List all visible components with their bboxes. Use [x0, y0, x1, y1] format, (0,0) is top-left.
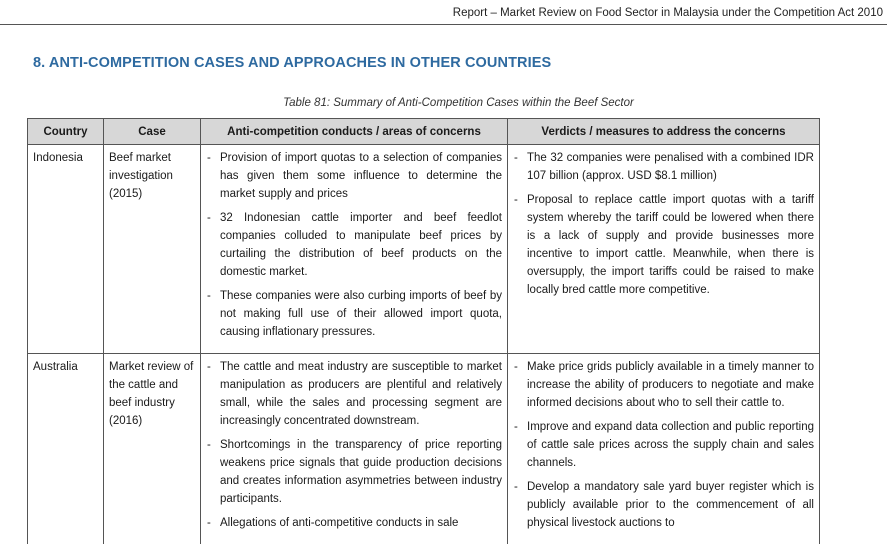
conducts-cell: [201, 145, 508, 354]
running-header: Report – Market Review on Food Sector in Malaysia under the Competition Act 2010: [452, 7, 883, 19]
verdicts-cell: [508, 145, 820, 354]
conducts-cell: [201, 354, 508, 545]
list-item: - Provision of import quotas to a selection of companies has given them some influence to determine the market supply and prices: [206, 149, 502, 203]
list-item: - Develop a mandatory sale yard buyer register which is publicly available prior to the commencement of all physical livestock auctions to: [513, 478, 814, 532]
table-caption: Table 81: Summary of Anti-Competition Cases within the Beef Sector: [283, 97, 634, 109]
table-row: [28, 354, 820, 545]
case-cell: Market review of the cattle and beef industry (2016): [104, 354, 201, 545]
list-item: - Allegations of anti-competitive conducts in sale: [206, 514, 502, 532]
list-item: - Improve and expand data collection and public reporting of cattle sale prices across the supply chain and sales channels.: [513, 418, 814, 472]
country-cell: Indonesia: [28, 145, 104, 354]
summary-table: [27, 118, 820, 544]
header-case: Case: [104, 119, 201, 145]
list-item: - Shortcomings in the transparency of price reporting weakens price signals that guide production decisions and creates information asymmetries between industry participants.: [206, 436, 502, 508]
list-item: - Proposal to replace cattle import quotas with a tariff system whereby the tariff could be lowered when there is a lack of supply and provide businesses more incentive to import cattle. Meanwhile, when there is oversupply, the import tariffs could be raised to make locally bred cattle more competitive.: [513, 191, 814, 299]
header-verdicts: Verdicts / measures to address the concerns: [508, 119, 820, 145]
list-item: - Make price grids publicly available in a timely manner to increase the ability of producers to negotiate and make informed decisions about who to sell their cattle to.: [513, 358, 814, 412]
header-conducts: Anti-competition conducts / areas of concerns: [201, 119, 508, 145]
table-header-row: [28, 119, 820, 145]
header-rule: [0, 24, 887, 25]
list-item: - 32 Indonesian cattle importer and beef feedlot companies colluded to manipulate beef prices by curtailing the distribution of beef products on the domestic market.: [206, 209, 502, 281]
country-cell: Australia: [28, 354, 104, 545]
list-item: - The 32 companies were penalised with a combined IDR 107 billion (approx. USD $8.1 million): [513, 149, 814, 185]
header-country: Country: [28, 119, 104, 145]
section-title: 8. ANTI-COMPETITION CASES AND APPROACHES IN OTHER COUNTRIES: [33, 55, 552, 71]
case-cell: Beef market investigation (2015): [104, 145, 201, 354]
table-row: [28, 145, 820, 354]
list-item: - The cattle and meat industry are susceptible to market manipulation as producers are plentiful and relatively small, while the sales and processing segment are increasingly concentrated downstream.: [206, 358, 502, 430]
verdicts-cell: [508, 354, 820, 545]
list-item: - These companies were also curbing imports of beef by not making full use of their allowed import quota, causing inflationary pressures.: [206, 287, 502, 341]
